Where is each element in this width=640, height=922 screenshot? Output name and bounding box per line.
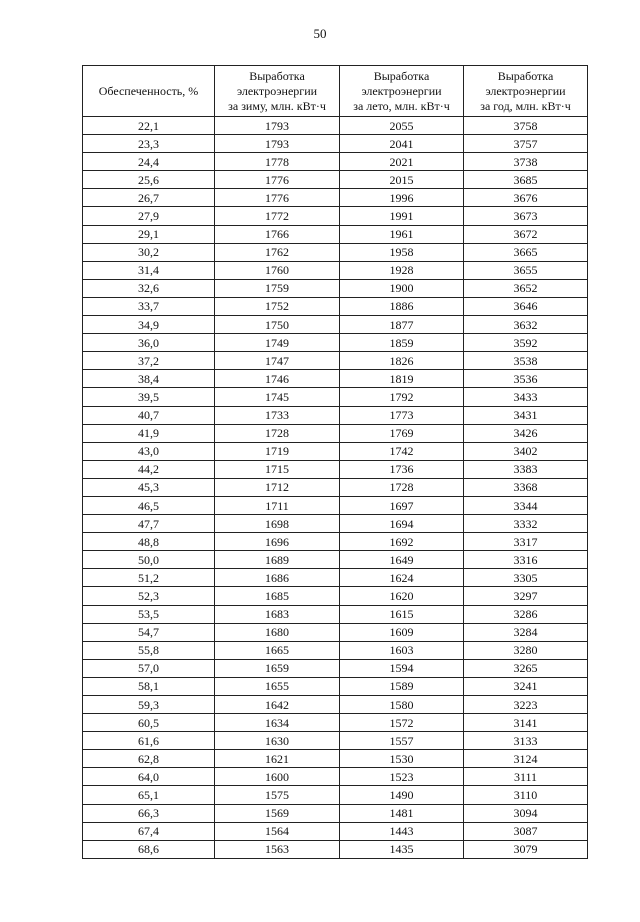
table-cell: 22,1: [83, 117, 215, 135]
column-header-line: Выработка: [497, 68, 554, 83]
table-body: [83, 117, 588, 859]
column-header: [215, 66, 340, 117]
table-row: [83, 316, 588, 334]
table-cell: 1575: [215, 786, 340, 804]
table-cell: 3646: [464, 297, 588, 315]
table-cell: 32,6: [83, 279, 215, 297]
table-cell: 1759: [215, 279, 340, 297]
table-cell: 1819: [340, 370, 464, 388]
table-cell: 3538: [464, 352, 588, 370]
table-cell: 47,7: [83, 515, 215, 533]
table-cell: 1776: [215, 171, 340, 189]
table-cell: 1961: [340, 225, 464, 243]
table-cell: 1692: [340, 533, 464, 551]
table-cell: 1443: [340, 822, 464, 840]
table-cell: 52,3: [83, 587, 215, 605]
table-cell: 1621: [215, 750, 340, 768]
table-cell: 3297: [464, 587, 588, 605]
table-cell: 45,3: [83, 478, 215, 496]
table-cell: 1564: [215, 822, 340, 840]
table-cell: 3433: [464, 388, 588, 406]
table-row: [83, 243, 588, 261]
table-cell: 3402: [464, 442, 588, 460]
table-row: [83, 334, 588, 352]
table-cell: 3265: [464, 659, 588, 677]
table-header-row: [83, 66, 588, 117]
table-row: [83, 225, 588, 243]
table-row: [83, 551, 588, 569]
table-cell: 1603: [340, 641, 464, 659]
table-row: [83, 117, 588, 135]
table-cell: 1900: [340, 279, 464, 297]
table-cell: 1715: [215, 460, 340, 478]
table-cell: 38,4: [83, 370, 215, 388]
table-cell: 1435: [340, 840, 464, 858]
table-row: [83, 279, 588, 297]
column-header-line: электроэнергии: [361, 83, 442, 98]
table-cell: 3383: [464, 460, 588, 478]
table-cell: 2015: [340, 171, 464, 189]
table-cell: 1563: [215, 840, 340, 858]
table-cell: 1859: [340, 334, 464, 352]
table-row: [83, 297, 588, 315]
table-cell: 3111: [464, 768, 588, 786]
column-header: [340, 66, 464, 117]
table-cell: 59,3: [83, 696, 215, 714]
table-cell: 43,0: [83, 442, 215, 460]
table-cell: 3536: [464, 370, 588, 388]
table-cell: 1698: [215, 515, 340, 533]
table-cell: 53,5: [83, 605, 215, 623]
table-row: [83, 786, 588, 804]
table-cell: 1877: [340, 316, 464, 334]
table-row: [83, 714, 588, 732]
table-cell: 1697: [340, 496, 464, 514]
table-row: [83, 623, 588, 641]
column-header: [464, 66, 588, 117]
table-cell: 1557: [340, 732, 464, 750]
table-cell: 1749: [215, 334, 340, 352]
column-header-line: электроэнергии: [485, 83, 566, 98]
table-cell: 27,9: [83, 207, 215, 225]
table-cell: 65,1: [83, 786, 215, 804]
table-cell: 1958: [340, 243, 464, 261]
table-cell: 1615: [340, 605, 464, 623]
table-cell: 2041: [340, 135, 464, 153]
table-cell: 3332: [464, 515, 588, 533]
table-row: [83, 515, 588, 533]
table-cell: 1733: [215, 406, 340, 424]
table-cell: 51,2: [83, 569, 215, 587]
table-cell: 3133: [464, 732, 588, 750]
table-cell: 66,3: [83, 804, 215, 822]
table-cell: 3757: [464, 135, 588, 153]
table-row: [83, 460, 588, 478]
table-cell: 3673: [464, 207, 588, 225]
table-row: [83, 804, 588, 822]
table-cell: 3110: [464, 786, 588, 804]
table-cell: 1769: [340, 424, 464, 442]
table-cell: 3672: [464, 225, 588, 243]
table-cell: 3368: [464, 478, 588, 496]
table-row: [83, 750, 588, 768]
table-cell: 3652: [464, 279, 588, 297]
column-header: [83, 66, 215, 117]
table-cell: 1886: [340, 297, 464, 315]
table-cell: 1736: [340, 460, 464, 478]
table-cell: 1659: [215, 659, 340, 677]
table-cell: 1996: [340, 189, 464, 207]
table-cell: 1772: [215, 207, 340, 225]
table-row: [83, 605, 588, 623]
table-row: [83, 478, 588, 496]
table-cell: 3087: [464, 822, 588, 840]
table-cell: 26,7: [83, 189, 215, 207]
table-cell: 1624: [340, 569, 464, 587]
table-cell: 3305: [464, 569, 588, 587]
column-header-line: за лето, млн. кВт·ч: [353, 98, 450, 113]
table-cell: 57,0: [83, 659, 215, 677]
table-cell: 58,1: [83, 677, 215, 695]
table-cell: 1609: [340, 623, 464, 641]
table-cell: 3223: [464, 696, 588, 714]
table-cell: 1569: [215, 804, 340, 822]
table-cell: 31,4: [83, 261, 215, 279]
table-cell: 44,2: [83, 460, 215, 478]
table-cell: 1793: [215, 117, 340, 135]
table-cell: 1792: [340, 388, 464, 406]
table-cell: 1728: [215, 424, 340, 442]
table-cell: 3655: [464, 261, 588, 279]
table-cell: 68,6: [83, 840, 215, 858]
table-row: [83, 659, 588, 677]
table-cell: 24,4: [83, 153, 215, 171]
table-cell: 3241: [464, 677, 588, 695]
table-cell: 1683: [215, 605, 340, 623]
table-cell: 1523: [340, 768, 464, 786]
column-header-line: Выработка: [249, 68, 305, 83]
table-cell: 1826: [340, 352, 464, 370]
table-cell: 41,9: [83, 424, 215, 442]
table-cell: 1680: [215, 623, 340, 641]
table-row: [83, 533, 588, 551]
table-cell: 3284: [464, 623, 588, 641]
table-cell: 34,9: [83, 316, 215, 334]
table-cell: 54,7: [83, 623, 215, 641]
table-cell: 1490: [340, 786, 464, 804]
table-cell: 1642: [215, 696, 340, 714]
column-header-line: за зиму, млн. кВт·ч: [228, 98, 326, 113]
table-cell: 1685: [215, 587, 340, 605]
table-cell: 1746: [215, 370, 340, 388]
table-cell: 1572: [340, 714, 464, 732]
table-cell: 37,2: [83, 352, 215, 370]
table-row: [83, 696, 588, 714]
table-row: [83, 732, 588, 750]
column-header-line: за год, млн. кВт·ч: [480, 98, 571, 113]
table-row: [83, 388, 588, 406]
table-cell: 1928: [340, 261, 464, 279]
table-row: [83, 171, 588, 189]
table-cell: 1696: [215, 533, 340, 551]
table-cell: 40,7: [83, 406, 215, 424]
table-row: [83, 153, 588, 171]
table-row: [83, 352, 588, 370]
table-cell: 46,5: [83, 496, 215, 514]
table-cell: 61,6: [83, 732, 215, 750]
table-cell: 62,8: [83, 750, 215, 768]
table-cell: 3738: [464, 153, 588, 171]
table-cell: 1649: [340, 551, 464, 569]
table-cell: 3344: [464, 496, 588, 514]
table-cell: 1778: [215, 153, 340, 171]
table-cell: 3094: [464, 804, 588, 822]
column-header-line: Обеспеченность, %: [98, 83, 199, 98]
table-cell: 1728: [340, 478, 464, 496]
table-cell: 1773: [340, 406, 464, 424]
table-cell: 3685: [464, 171, 588, 189]
table-row: [83, 822, 588, 840]
table-cell: 3079: [464, 840, 588, 858]
table-cell: 3316: [464, 551, 588, 569]
table-row: [83, 587, 588, 605]
table-cell: 2021: [340, 153, 464, 171]
table-row: [83, 496, 588, 514]
table-cell: 1694: [340, 515, 464, 533]
page-number: 50: [313, 26, 327, 41]
table-cell: 30,2: [83, 243, 215, 261]
table-row: [83, 135, 588, 153]
table-cell: 1634: [215, 714, 340, 732]
column-header-line: Выработка: [373, 68, 430, 83]
table-cell: 2055: [340, 117, 464, 135]
table-cell: 50,0: [83, 551, 215, 569]
table-cell: 60,5: [83, 714, 215, 732]
table-cell: 1760: [215, 261, 340, 279]
table-cell: 3592: [464, 334, 588, 352]
table-cell: 48,8: [83, 533, 215, 551]
table-cell: 1580: [340, 696, 464, 714]
table-cell: 3317: [464, 533, 588, 551]
table-row: [83, 207, 588, 225]
table-cell: 3141: [464, 714, 588, 732]
table-cell: 1752: [215, 297, 340, 315]
table-cell: 1742: [340, 442, 464, 460]
table-row: [83, 641, 588, 659]
table-row: [83, 406, 588, 424]
table-cell: 3431: [464, 406, 588, 424]
table-row: [83, 569, 588, 587]
table-cell: 3632: [464, 316, 588, 334]
table-cell: 29,1: [83, 225, 215, 243]
table-cell: 1630: [215, 732, 340, 750]
table-cell: 64,0: [83, 768, 215, 786]
table-cell: 1620: [340, 587, 464, 605]
table-row: [83, 677, 588, 695]
table-cell: 1793: [215, 135, 340, 153]
data-table: [82, 65, 588, 859]
table-cell: 3124: [464, 750, 588, 768]
table-cell: 1747: [215, 352, 340, 370]
table-cell: 3280: [464, 641, 588, 659]
table-cell: 1776: [215, 189, 340, 207]
table-cell: 1655: [215, 677, 340, 695]
table-cell: 1766: [215, 225, 340, 243]
table-cell: 1711: [215, 496, 340, 514]
table-row: [83, 442, 588, 460]
table-cell: 1745: [215, 388, 340, 406]
table-cell: 1689: [215, 551, 340, 569]
table-row: [83, 189, 588, 207]
table-cell: 1589: [340, 677, 464, 695]
column-header-line: электроэнергии: [236, 83, 318, 98]
table-cell: 1530: [340, 750, 464, 768]
table-row: [83, 424, 588, 442]
table-cell: 39,5: [83, 388, 215, 406]
table-cell: 1594: [340, 659, 464, 677]
table-cell: 1762: [215, 243, 340, 261]
table-cell: 25,6: [83, 171, 215, 189]
table-cell: 1750: [215, 316, 340, 334]
table-cell: 1600: [215, 768, 340, 786]
table-cell: 1686: [215, 569, 340, 587]
table-cell: 36,0: [83, 334, 215, 352]
table-cell: 1665: [215, 641, 340, 659]
table-cell: 3426: [464, 424, 588, 442]
table-cell: 23,3: [83, 135, 215, 153]
table-cell: 3286: [464, 605, 588, 623]
table-cell: 1991: [340, 207, 464, 225]
table-cell: 1719: [215, 442, 340, 460]
table-cell: 3676: [464, 189, 588, 207]
table-cell: 67,4: [83, 822, 215, 840]
table-cell: 3665: [464, 243, 588, 261]
table-cell: 1481: [340, 804, 464, 822]
table-cell: 55,8: [83, 641, 215, 659]
table-row: [83, 768, 588, 786]
table-row: [83, 261, 588, 279]
table-cell: 3758: [464, 117, 588, 135]
table-row: [83, 840, 588, 858]
table-row: [83, 370, 588, 388]
table-cell: 1712: [215, 478, 340, 496]
table-cell: 33,7: [83, 297, 215, 315]
